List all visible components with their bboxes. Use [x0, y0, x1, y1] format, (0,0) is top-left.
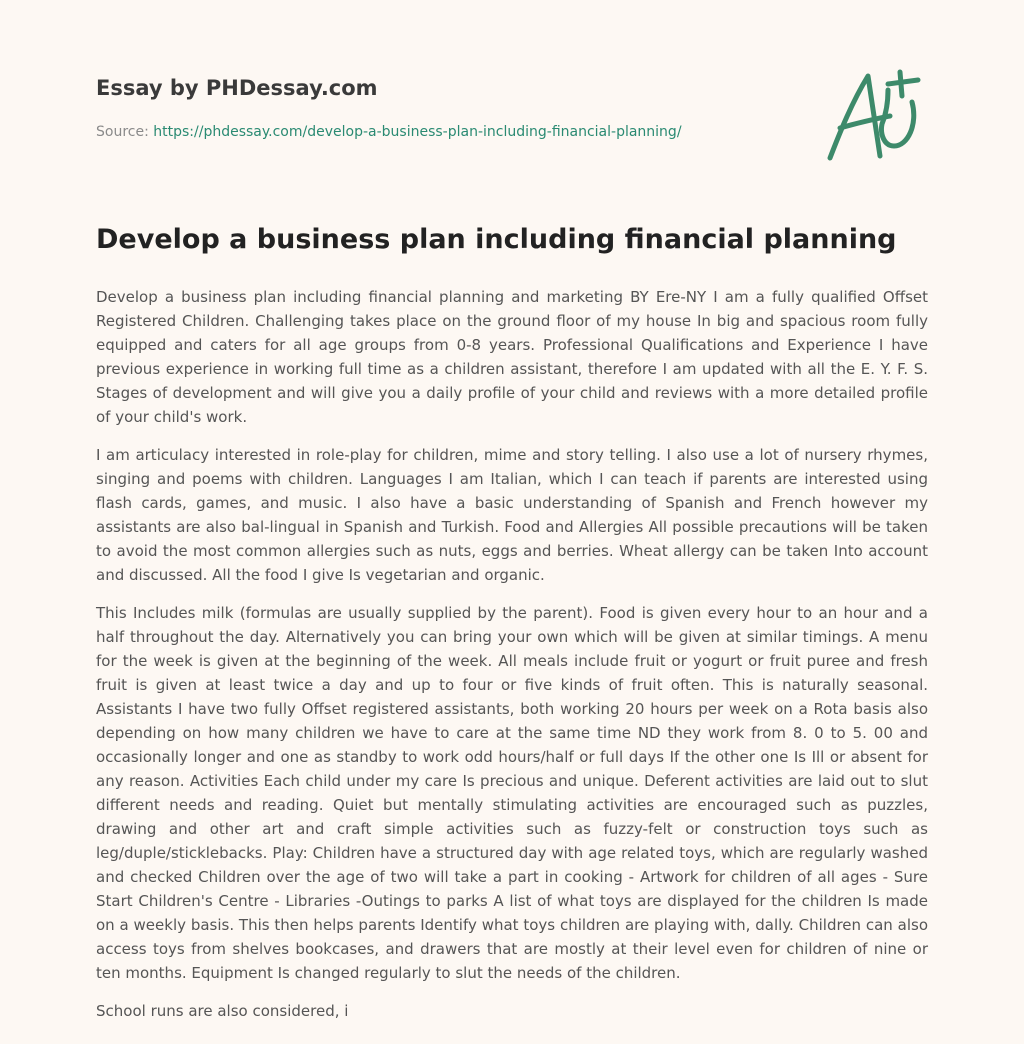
source-label: Source:	[96, 124, 149, 140]
paragraph: I am articulacy interested in role-play for children, mime and story telling. I also use a lot of nursery rhymes, singing and poems with children. Languages I am Italian, which I can teach if parents are interested using flash cards, games, and music. I also have a basic understanding of Spanish and French however my assistants are also bal-lingual in Spanish and Turkish. Food and Allergies All possible precautions will be taken to avoid the most common allergies such as nuts, eggs and berries. Wheat allergy can be taken Into account and discussed. All the food I give Is vegetarian and organic.	[96, 446, 928, 584]
paragraph: School runs are also considered, i	[96, 1002, 349, 1020]
essay-body	[96, 285, 928, 1037]
source-link[interactable]: https://phdessay.com/develop-a-business-plan-including-financial-planning/	[153, 124, 682, 140]
a-plus-logo-icon	[818, 62, 930, 172]
brand-title: Essay by PHDessay.com	[96, 76, 378, 100]
source-line	[96, 124, 936, 140]
paragraph: This Includes milk (formulas are usually supplied by the parent). Food is given every hour to an hour and a half throughout the day. Alternatively you can bring your own which will be given at similar timings. A menu for the week is given at the beginning of the week. All meals include fruit or yogurt or fruit puree and fresh fruit is given at least twice a day and up to four or five kinds of fruit often. This is naturally seasonal. Assistants I have two fully Offset registered assistants, both working 20 hours per week on a Rota basis also depending on how many children we have to care at the same time ND they work from 8. 0 to 5. 00 and occasionally longer and one as standby to work odd hours/half or full days If the other one Is Ill or absent for any reason. Activities Each child under my care Is precious and unique. Deferent activities are laid out to slut different needs and reading. Quiet but mentally stimulating activities are encouraged such as puzzles, drawing and other art and craft simple activities such as fuzzy-felt or construction toys such as leg/duple/sticklebacks. Play: Children have a structured day with age related toys, which are regularly washed and checked Children over the age of two will take a part in cooking - Artwork for children of all ages - Sure Start Children's Centre - Libraries -Outings to parks A list of what toys are displayed for the children Is made on a weekly basis. This then helps parents Identify what toys children are playing with, dally. Children can also access toys from shelves bookcases, and drawers that are mostly at their level even for children of nine or ten months. Equipment Is changed regularly to slut the needs of the children.	[96, 604, 928, 982]
essay-header	[96, 76, 936, 140]
paragraph: Develop a business plan including financial planning and marketing BY Ere-NY I am a fully qualified Offset Registered Children. Challenging takes place on the ground floor of my house In big and spacious room fully equipped and caters for all age groups from 0-8 years. Professional Qualifications and Experience I have previous experience in working full time as a children assistant, therefore I am updated with all the E. Y. F. S. Stages of development and will give you a daily profile of your child and reviews with a more detailed profile of your child's work.	[96, 288, 928, 426]
essay-title: Develop a business plan including financial planning	[96, 224, 897, 255]
